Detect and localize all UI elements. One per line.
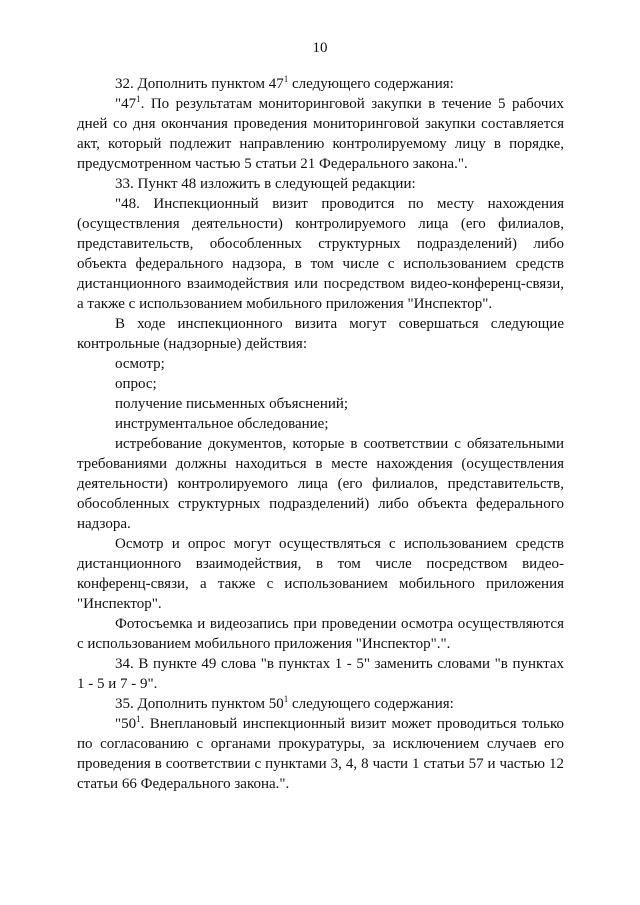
text-run: следующего содержания: <box>288 76 454 92</box>
paragraph <box>77 194 564 314</box>
text-run: опрос; <box>115 376 157 392</box>
list-item <box>77 414 564 434</box>
paragraph <box>77 614 564 654</box>
paragraph <box>77 314 564 354</box>
superscript: 1 <box>136 714 141 724</box>
superscript: 1 <box>283 74 289 84</box>
paragraph <box>77 434 564 534</box>
text-run: Фотосъемка и видеозапись при проведении осмотра осуществляются с использованием мобильного приложения "Инспектор".". <box>77 616 564 652</box>
page-number: 10 <box>312 40 328 56</box>
text-run: "47 <box>115 96 137 112</box>
list-item <box>77 354 564 374</box>
list-item <box>77 374 564 394</box>
text-run: 33. Пункт 48 изложить в следующей редакции: <box>115 176 416 192</box>
document-body <box>77 74 564 794</box>
paragraph <box>77 654 564 694</box>
superscript: 1 <box>136 94 141 104</box>
paragraph <box>77 94 564 174</box>
text-run: 32. Дополнить пунктом 47 <box>115 76 284 92</box>
text-run: . Внеплановый инспекционный визит может проводиться только по согласованию с органами прокуратуры, за исключением случаев его проведения в соответствии с пунктами 3, 4, 8 части 1 статьи 57 и частью 12 статьи 66 Федерального закона.". <box>77 716 564 792</box>
superscript: 1 <box>283 694 289 704</box>
text-run: . По результатам мониторинговой закупки в течение 5 рабочих дней со дня окончания проведения мониторинговой закупки составляется акт, который подлежит направлению контролируемому лицу в порядке, предусмотренном частью 5 статьи 21 Федерального закона.". <box>77 96 564 172</box>
list-item <box>77 394 564 414</box>
text-run: следующего содержания: <box>288 696 454 712</box>
paragraph <box>77 74 564 94</box>
text-run: 35. Дополнить пунктом 50 <box>115 696 284 712</box>
text-run: истребование документов, которые в соответствии с обязательными требованиями должны находиться в месте нахождения (осуществления деятельности) контролируемого лица (его филиалов, представительств, обособленных структурных подразделений) либо объекта федерального надзора. <box>77 436 564 532</box>
paragraph <box>77 714 564 794</box>
text-run: "48. Инспекционный визит проводится по месту нахождения (осуществления деятельности) контролируемого лица (его филиалов, представительств, обособленных структурных подразделений) либо объекта федерального надзора, в том числе с использованием средств дистанционного взаимодействия или посредством видео-конференц-связи, а также с использованием мобильного приложения "Инспектор". <box>77 196 564 312</box>
text-run: 34. В пункте 49 слова "в пунктах 1 - 5" заменить словами "в пунктах 1 - 5 и 7 - 9". <box>77 656 564 692</box>
text-run: осмотр; <box>115 356 165 372</box>
text-run: В ходе инспекционного визита могут совершаться следующие контрольные (надзорные) действия: <box>77 316 564 352</box>
paragraph <box>77 534 564 614</box>
paragraph <box>77 174 564 194</box>
text-run: Осмотр и опрос могут осуществляться с использованием средств дистанционного взаимодействия, в том числе посредством видео-конференц-связи, а также с использованием мобильного приложения "Инспектор". <box>77 536 564 612</box>
text-run: инструментальное обследование; <box>115 416 329 432</box>
text-run: "50 <box>115 716 137 732</box>
paragraph <box>77 694 564 714</box>
text-run: получение письменных объяснений; <box>115 396 349 412</box>
